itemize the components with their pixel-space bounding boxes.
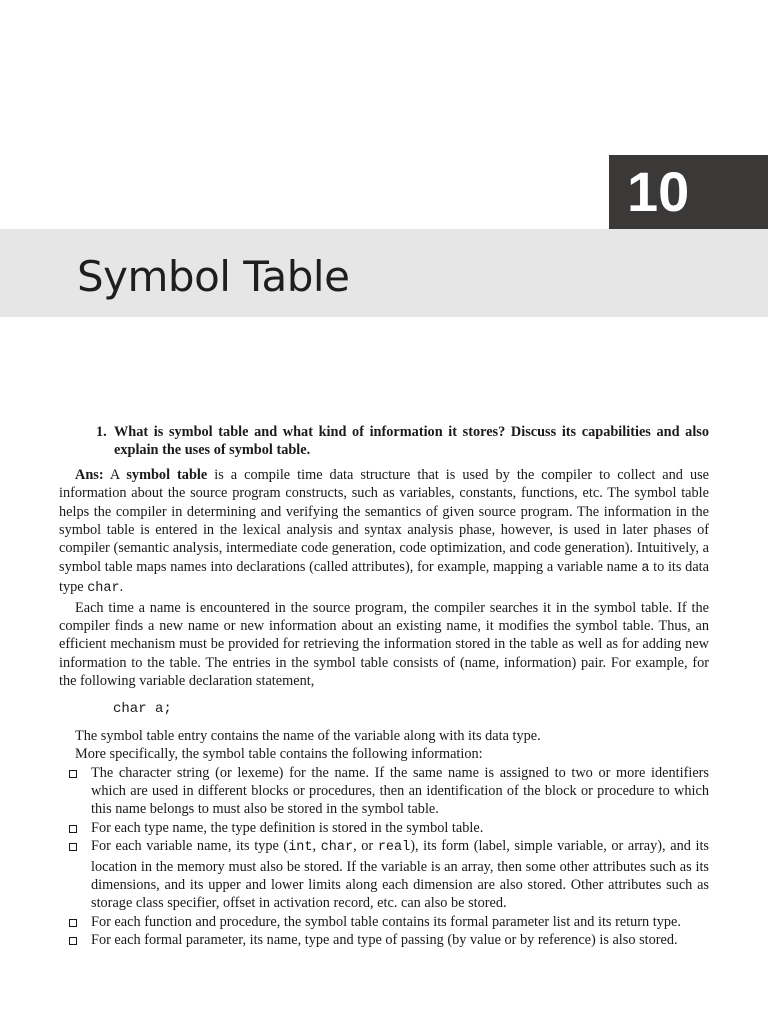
- list-item-sep-2: , or: [353, 838, 378, 855]
- answer-term: symbol table: [126, 466, 208, 483]
- chapter-title: Symbol Table: [77, 252, 350, 301]
- list-item-text: For each formal parameter, its name, type and type of passing (by value or by reference) is also stored.: [91, 932, 678, 949]
- list-item-text: For each type name, the type definition is stored in the symbol table.: [91, 819, 484, 836]
- list-item-text-a: For each variable name, its type (: [91, 838, 289, 855]
- square-bullet-icon: [69, 919, 77, 927]
- code-example: char a;: [113, 700, 172, 717]
- answer-paragraph-1: [59, 466, 709, 599]
- answer-p1-a: A: [103, 466, 127, 483]
- list-item: [59, 764, 709, 819]
- inline-code-int: int: [288, 840, 313, 856]
- list-item: [59, 819, 709, 837]
- question-number: 1.: [96, 424, 107, 440]
- square-bullet-icon: [69, 825, 77, 833]
- chapter-number-badge: [609, 155, 768, 229]
- answer-paragraph-2: Each time a name is encountered in the source program, the compiler searches it in the symbol table. If the compiler finds a new name or new information about an existing name, it modifies the symbol table. Thus, an efficient mechanism must be provided for retrieving the information stored in the table as well as for adding new information to the table. The entries in the symbol table consists of (name, information) pair. For example, for the following variable declaration statement,: [59, 599, 709, 690]
- answer-p1-d: .: [119, 579, 124, 596]
- answer-paragraph-3: The symbol table entry contains the name of the variable along with its data type.: [75, 727, 541, 744]
- square-bullet-icon: [69, 937, 77, 945]
- question-text: What is symbol table and what kind of information it stores? Discuss its capabilities and also explain the uses of symbol table.: [114, 424, 709, 459]
- page-body: [59, 423, 709, 950]
- list-item-sep-1: ,: [312, 838, 321, 855]
- inline-code-real: real: [377, 840, 411, 856]
- list-item: [59, 837, 709, 913]
- answer-label: Ans:: [75, 466, 104, 483]
- chapter-number: 10: [627, 160, 690, 223]
- list-item: [59, 931, 709, 949]
- answer-p1-c: to its data type: [59, 558, 709, 596]
- inline-code-char: char: [320, 840, 354, 856]
- list-item: [59, 913, 709, 931]
- square-bullet-icon: [69, 770, 77, 778]
- list-item-text-b: ), its form (label, simple variable, or array), and its location in the memory must also be stored. If the variable is an array, then some other attributes such as its dimensions, and its upper and lower limits along each dimension are also stored. Other attributes such as storage class specifier, offset in activation record, etc. can also be stored.: [91, 838, 709, 912]
- inline-code-a: a: [641, 560, 650, 576]
- list-item-text: The character string (or lexeme) for the name. If the same name is assigned to two or more identifiers which are used in different blocks or procedures, then an identification of the block or procedure to which this name belongs to must also be stored in the symbol table.: [91, 764, 709, 818]
- question: [96, 423, 709, 460]
- information-list: [59, 764, 709, 950]
- answer-p1-b: is a compile time data structure that is used by the compiler to collect and use information about the source program constructs, such as variables, constants, functions, etc. The symbol table helps the compiler in determining and verifying the semantics of given source program. The information in the symbol table is entered in the lexical analysis and syntax analysis phase, however, is used in later phases of compiler (semantic analysis, intermediate code generation, code optimization, and code generation). Intuitively, a symbol table maps names into declarations (called attributes), for example, mapping a variable name: [59, 466, 710, 575]
- answer-paragraph-4: More specifically, the symbol table contains the following information:: [75, 746, 483, 763]
- list-item-text: For each function and procedure, the symbol table contains its formal parameter list and its return type.: [91, 913, 681, 930]
- inline-code-char: char: [87, 581, 120, 597]
- square-bullet-icon: [69, 843, 77, 851]
